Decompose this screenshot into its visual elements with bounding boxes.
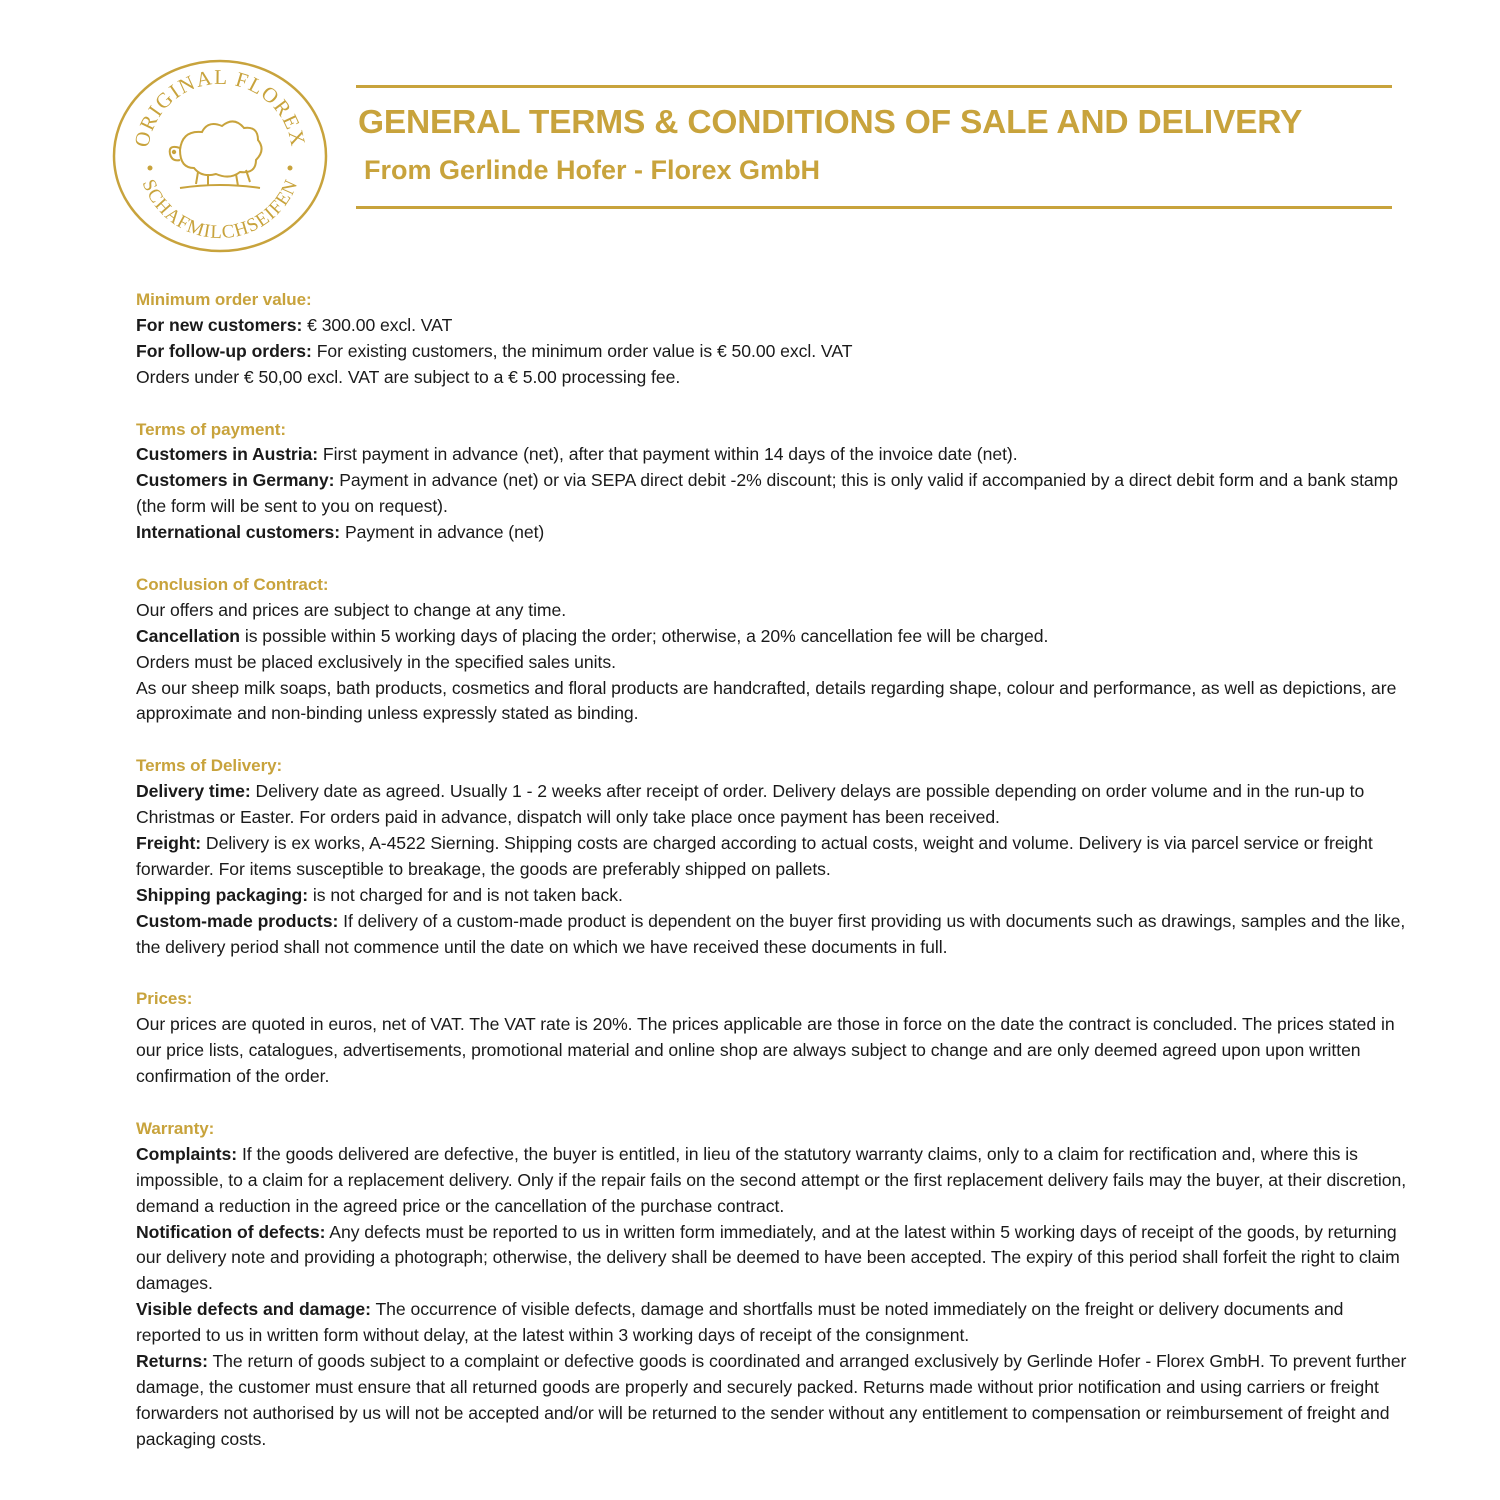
paragraph xyxy=(136,442,1411,468)
paragraph xyxy=(136,779,1411,831)
paragraph-text: Our offers and prices are subject to change at any time. xyxy=(136,599,567,620)
section-heading: Prices: xyxy=(136,989,193,1009)
logo-bottom-text: SCHAFMILCHSEIFEN xyxy=(137,176,303,244)
paragraph xyxy=(136,339,1411,365)
paragraph xyxy=(136,520,1411,546)
paragraph-text: Delivery is ex works, A-4522 Sierning. Shipping costs are charged according to actual costs, weight and volume. Delivery is via parcel service or freight forwarder. For items susceptible to breakage, the goods are preferably shipped on pallets. xyxy=(136,832,1373,879)
paragraph-label: Notification of defects: xyxy=(136,1221,326,1242)
section-payment xyxy=(136,417,1411,547)
section-heading: Conclusion of Contract: xyxy=(136,574,329,594)
section-warranty xyxy=(136,1116,1411,1453)
paragraph-text: For existing customers, the minimum order value is € 50.00 excl. VAT xyxy=(311,340,853,361)
header-rule-bottom xyxy=(356,206,1392,209)
paragraph-label: Custom-made products: xyxy=(136,910,339,931)
page-title: GENERAL TERMS & CONDITIONS OF SALE AND DELIVERY xyxy=(358,104,1303,141)
paragraph-label: For follow-up orders: xyxy=(136,340,312,361)
paragraph xyxy=(136,365,1411,391)
paragraph xyxy=(136,313,1411,339)
paragraph xyxy=(136,1349,1411,1453)
paragraph-text: If delivery of a custom-made product is dependent on the buyer first providing us with documents such as drawings, samples and the like, the delivery period shall not commence until the date on which we have received these documents in full. xyxy=(136,910,1406,957)
section-heading: Terms of Delivery: xyxy=(136,756,283,776)
paragraph-text: The occurrence of visible defects, damage and shortfalls must be noted immediately on the freight or delivery documents and reported to us in written form without delay, at the latest within 3 working days of receipt of the consignment. xyxy=(136,1299,1344,1346)
terms-content xyxy=(136,287,1411,1453)
section-heading: Warranty: xyxy=(136,1118,215,1138)
sheep-icon xyxy=(170,121,262,188)
paragraph-label: Freight: xyxy=(136,832,202,853)
section-heading: Minimum order value: xyxy=(136,290,312,309)
paragraph-text: is not charged for and is not taken back. xyxy=(308,884,623,905)
paragraph-text: Payment in advance (net) or via SEPA direct debit -2% discount; this is only valid if accompanied by a direct debit form and a bank stamp (the form will be sent to you on request). xyxy=(136,470,1399,517)
paragraph-text: Our prices are quoted in euros, net of VAT. The VAT rate is 20%. The prices applicable are those in force on the date the contract is concluded. The prices stated in our price lists, catalogues, advertisements, promotional material and online shop are always subject to change and are only deemed agreed upon upon written confirmation of the order. xyxy=(136,1014,1395,1087)
paragraph-label: Returns: xyxy=(136,1351,208,1372)
logo-top-text: ORIGINAL FLOREX xyxy=(129,64,311,150)
section-minimum-order xyxy=(136,287,1411,391)
section-delivery xyxy=(136,753,1411,960)
paragraph xyxy=(136,1012,1411,1090)
paragraph-text: If the goods delivered are defective, the buyer is entitled, in lieu of the statutory warranty claims, only to a claim for rectification and, where this is impossible, to a claim for a replacement delivery. Only if the repair fails on the second attempt or the first replacement delivery fails may the buyer, at their discretion, demand a reduction in the agreed price or the cancellation of the purchase contract. xyxy=(136,1143,1407,1216)
paragraph xyxy=(136,598,1411,624)
page-subtitle: From Gerlinde Hofer - Florex GmbH xyxy=(364,155,821,185)
paragraph-text: As our sheep milk soaps, bath products, cosmetics and floral products are handcrafted, details regarding shape, colour and performance, as well as depictions, are approximate and non-binding unless expressly stated as binding. xyxy=(136,677,1397,724)
paragraph xyxy=(136,831,1411,883)
paragraph xyxy=(136,468,1411,520)
paragraph-label: Complaints: xyxy=(136,1143,238,1164)
paragraph xyxy=(136,883,1411,909)
paragraph xyxy=(136,1297,1411,1349)
paragraph xyxy=(136,676,1411,728)
paragraph-label: International customers: xyxy=(136,522,341,543)
paragraph-text: Delivery date as agreed. Usually 1 - 2 weeks after receipt of order. Delivery delays are possible depending on order volume and in the run-up to Christmas or Easter. For orders paid in advance, dispatch will only take place once payment has been received. xyxy=(136,781,1365,828)
paragraph-text: Orders under € 50,00 excl. VAT are subject to a € 5.00 processing fee. xyxy=(136,366,681,387)
paragraph xyxy=(136,1220,1411,1298)
section-contract xyxy=(136,572,1411,727)
paragraph-text: is possible within 5 working days of placing the order; otherwise, a 20% cancellation fee will be charged. xyxy=(240,625,1049,646)
section-prices xyxy=(136,986,1411,1090)
paragraph-label: Delivery time: xyxy=(136,781,251,802)
paragraph xyxy=(136,909,1411,961)
paragraph-label: Customers in Austria: xyxy=(136,444,319,465)
paragraph xyxy=(136,1142,1411,1220)
paragraph-text: Payment in advance (net) xyxy=(340,522,545,543)
paragraph-label: Shipping packaging: xyxy=(136,884,309,905)
paragraph-label: For new customers: xyxy=(136,314,303,335)
paragraph-label: Customers in Germany: xyxy=(136,470,335,491)
paragraph-text: Any defects must be reported to us in written form immediately, and at the latest within 5 working days of receipt of the goods, by returning our delivery note and providing a photograph; otherwise, the delivery shall be deemed to have been accepted. The expiry of this period shall forfeit the right to claim damages. xyxy=(136,1221,1400,1294)
section-heading: Terms of payment: xyxy=(136,419,286,439)
header-rule-top xyxy=(356,85,1392,88)
paragraph xyxy=(136,624,1411,650)
paragraph-text: The return of goods subject to a complaint or defective goods is coordinated and arranged exclusively by Gerlinde Hofer - Florex GmbH. To prevent further damage, the customer must ensure that all returned goods are properly and securely packed. Returns made without prior notification and using carriers or freight forwarders not authorised by us will not be accepted and/or will be returned to the sender without any entitlement to compensation or reimbursement of freight and packaging costs. xyxy=(136,1351,1407,1449)
paragraph-text: € 300.00 excl. VAT xyxy=(302,314,453,335)
florex-logo xyxy=(110,58,330,254)
paragraph xyxy=(136,650,1411,676)
paragraph-label: Cancellation xyxy=(136,625,241,646)
paragraph-text: First payment in advance (net), after that payment within 14 days of the invoice date (net). xyxy=(318,444,1018,465)
paragraph-text: Orders must be placed exclusively in the specified sales units. xyxy=(136,651,616,672)
paragraph-label: Visible defects and damage: xyxy=(136,1299,371,1320)
